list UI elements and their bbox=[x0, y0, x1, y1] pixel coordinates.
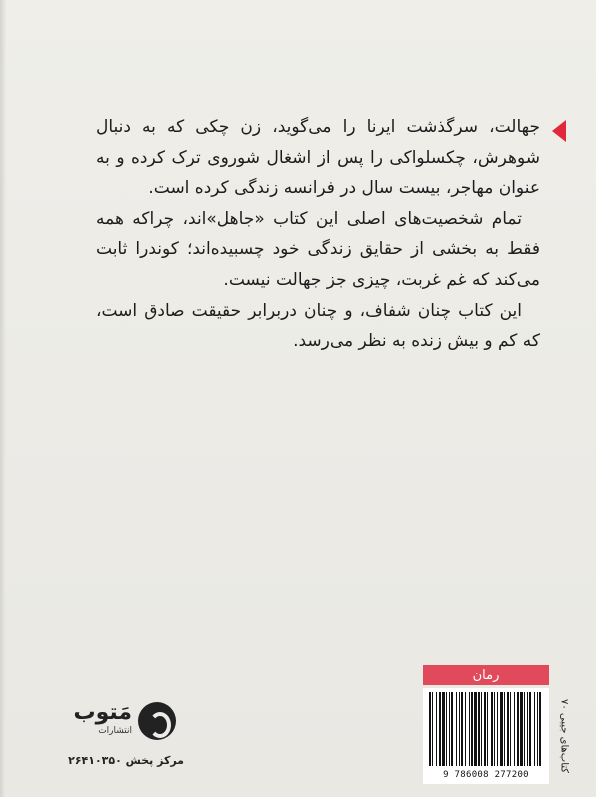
barcode-bar bbox=[539, 692, 541, 766]
barcode-bar bbox=[487, 692, 488, 766]
triangle-marker-icon bbox=[552, 120, 566, 142]
barcode-bar bbox=[534, 692, 535, 766]
publisher-subtitle: انتشارات bbox=[98, 726, 132, 736]
barcode-bar bbox=[439, 692, 441, 766]
barcode-bar bbox=[524, 692, 525, 766]
publisher-logo-icon bbox=[64, 700, 176, 742]
barcode-bar bbox=[504, 692, 505, 766]
barcode-bar bbox=[461, 692, 463, 766]
barcode-bars bbox=[427, 692, 545, 766]
barcode-bar bbox=[481, 692, 482, 766]
barcode-bar bbox=[478, 692, 480, 766]
barcode-bar bbox=[529, 692, 531, 766]
barcode-bar bbox=[471, 692, 473, 766]
logo-mark bbox=[138, 702, 176, 740]
blurb-paragraph: این کتاب چنان شفاف، و چنان دربرابر حقیقت صادق است، که کم و بیش زنده به نظر می‌رسد. bbox=[96, 300, 540, 352]
blurb-paragraph: تمام شخصیت‌های اصلی این کتاب «جاهل»اند، چراکه همه فقط به بخشی از حقایق زندگی خود چسبیده‌اند؛ کوندرا ثابت می‌کند که غم غربت، چیزی جز جهالت نیست. bbox=[96, 208, 540, 290]
barcode-bar bbox=[446, 692, 447, 766]
barcode-bar bbox=[491, 692, 493, 766]
barcode-bar bbox=[429, 692, 431, 766]
barcode-bar bbox=[537, 692, 538, 766]
barcode-bar bbox=[442, 692, 445, 766]
blurb-paragraph: جهالت، سرگذشت ایرنا را می‌گوید، زن چکی که به دنبال شوهرش، چکسلواکی را پس از اشغال شوروی ترک کرده و به عنوان مهاجر، بیست سال در فرانسه زندگی کرده است. bbox=[96, 117, 540, 199]
barcode-bar bbox=[474, 692, 477, 766]
barcode-bar bbox=[510, 692, 511, 766]
barcode-bar bbox=[517, 692, 519, 766]
isbn-number: 9 786008 277200 bbox=[443, 770, 529, 780]
barcode-bar bbox=[459, 692, 460, 766]
barcode-bar bbox=[514, 692, 515, 766]
publisher-name: مَتوب bbox=[73, 700, 132, 725]
barcode-bar bbox=[432, 692, 433, 766]
barcode-bar bbox=[494, 692, 495, 766]
barcode-bar bbox=[507, 692, 509, 766]
barcode-bar bbox=[465, 692, 466, 766]
barcode-bar bbox=[436, 692, 437, 766]
barcode-bar bbox=[500, 692, 503, 766]
barcode-icon bbox=[423, 688, 549, 784]
blurb-text bbox=[96, 112, 540, 357]
distribution-info: مرکز پخش ۲۶۴۱۰۳۵۰ bbox=[68, 754, 184, 767]
series-label: کتاب‌های جیبی ۷۰ bbox=[558, 698, 570, 774]
barcode-bar bbox=[520, 692, 523, 766]
barcode-bar bbox=[456, 692, 457, 766]
spine-edge bbox=[0, 0, 6, 797]
barcode-bar bbox=[451, 692, 453, 766]
barcode-bar bbox=[527, 692, 528, 766]
barcode-bar bbox=[469, 692, 470, 766]
genre-label: رمان bbox=[423, 665, 549, 685]
barcode-bar bbox=[497, 692, 498, 766]
barcode-bar bbox=[449, 692, 450, 766]
barcode-bar bbox=[484, 692, 486, 766]
